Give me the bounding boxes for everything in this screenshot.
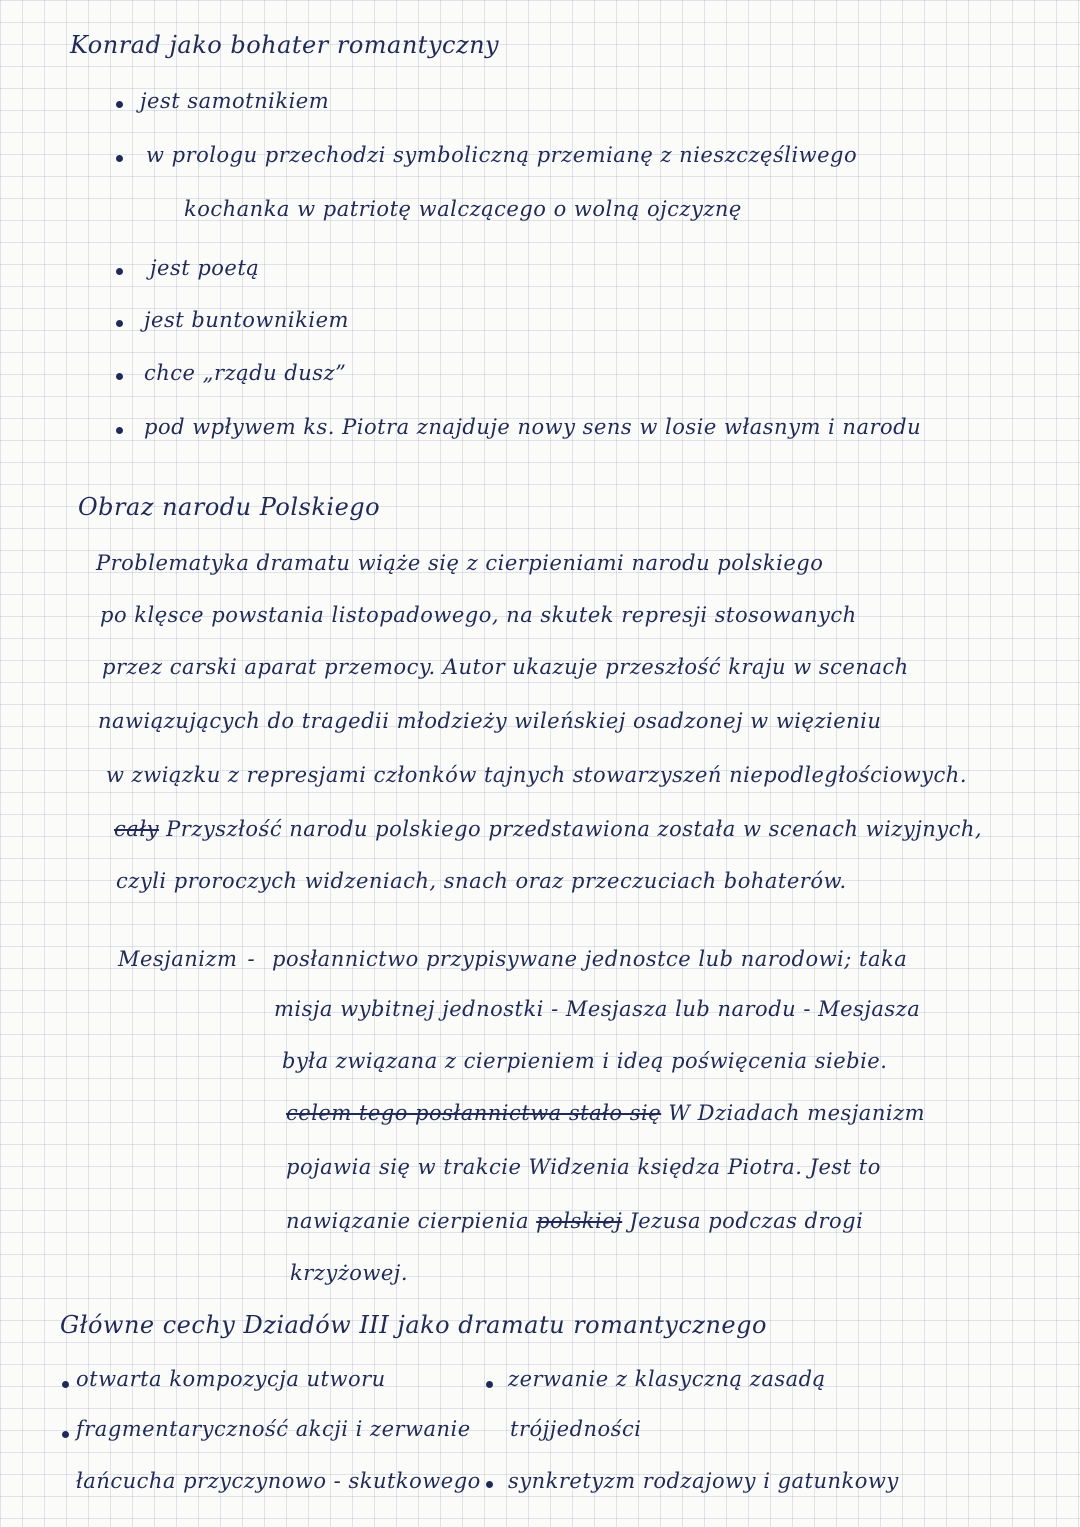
bullet-icon [62,1431,69,1438]
definition-line: pojawia się w trakcie Widzenia księdza Piotra. Jest to [286,1155,881,1179]
definition-line: była związana z cierpieniem i ideą poświęcenia siebie. [282,1049,888,1073]
section-title-obraz: Obraz narodu Polskiego [78,493,381,521]
bullet-icon [486,1481,493,1488]
list-item-continuation: kochanka w patriotę walczącego o wolną ojczyznę [184,197,742,221]
bullet-icon [116,268,123,275]
list-item-continuation: trójjedności [510,1417,642,1441]
definition-dash: - [247,947,256,971]
list-item: jest poetą [150,256,260,280]
bullet-icon [116,155,123,162]
crossed-out-word: polskiej [536,1209,623,1233]
section-title-cechy: Główne cechy Dziadów III jako dramatu romantycznego [60,1311,767,1339]
paragraph-line: czyli proroczych widzeniach, snach oraz przeczuciach bohaterów. [116,869,847,893]
definition-text: Jezusa podczas drogi [629,1209,864,1233]
list-item: chce „rządu dusz” [144,361,347,385]
section-title-konrad: Konrad jako bohater romantyczny [70,31,500,59]
list-item: fragmentaryczność akcji i zerwanie [76,1417,471,1441]
bullet-icon [62,1381,69,1388]
bullet-icon [116,320,123,327]
definition-term: Mesjanizm [118,947,238,971]
paragraph-line [114,814,982,844]
definition-line: krzyżowej. [290,1261,408,1285]
paragraph-line: w związku z represjami członków tajnych stowarzyszeń niepodległościowych. [106,763,968,787]
list-item: otwarta kompozycja utworu [76,1367,386,1391]
list-item: pod wpływem ks. Piotra znajduje nowy sens w losie własnym i narodu [144,415,922,439]
list-item: w prologu przechodzi symboliczną przemianę z nieszczęśliwego [146,143,858,167]
bullet-icon [486,1381,493,1388]
paragraph-line: nawiązujących do tragedii młodzieży wileńskiej osadzonej w więzieniu [98,709,882,733]
list-item-continuation: łańcucha przyczynowo - skutkowego [76,1469,481,1493]
paragraph-line: przez carski aparat przemocy. Autor ukazuje przeszłość kraju w scenach [102,655,909,679]
list-item: synkretyzm rodzajowy i gatunkowy [508,1469,899,1493]
list-item: jest buntownikiem [144,308,349,332]
crossed-out-word: cały [114,817,159,841]
definition-line [286,1098,925,1128]
paragraph-line-text: Przyszłość narodu polskiego przedstawiona została w scenach wizyjnych, [166,817,983,841]
crossed-out-text: celem tego posłannictwa stało się [286,1101,662,1125]
bullet-icon [116,373,123,380]
paragraph-line: Problematyka dramatu wiąże się z cierpieniami narodu polskiego [96,551,824,575]
bullet-icon [116,101,123,108]
paragraph-line: po klęsce powstania listopadowego, na skutek represji stosowanych [100,603,857,627]
list-item: zerwanie z klasyczną zasadą [508,1367,826,1391]
definition-line [286,1206,863,1236]
bullet-icon [116,427,123,434]
definition-text: W Dziadach mesjanizm [668,1101,926,1125]
list-item: jest samotnikiem [140,89,330,113]
definition-term-row [118,944,265,974]
definition-text: nawiązanie cierpienia [286,1209,529,1233]
definition-line: posłannictwo przypisywane jednostce lub narodowi; taka [272,947,908,971]
definition-line: misja wybitnej jednostki - Mesjasza lub narodu - Mesjasza [274,997,921,1021]
